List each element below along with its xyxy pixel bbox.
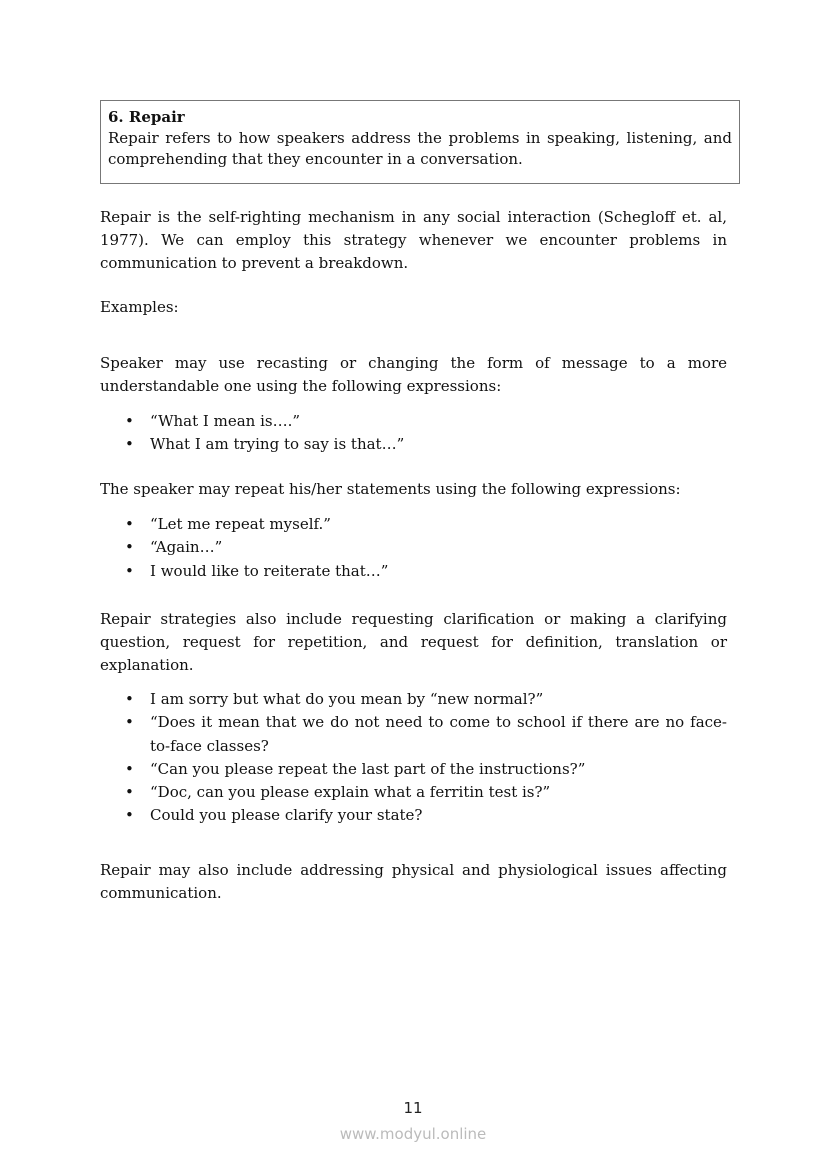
watermark: www.modyul.online (339, 1125, 487, 1143)
list-item: • “Can you please repeat the last part of the instructions?” (100, 758, 727, 781)
clarification-list (100, 688, 727, 828)
list-item: • “Does it mean that we do not need to come to school if there are no face-to-face classes? (100, 711, 727, 758)
list-item: • “Doc, can you please explain what a ferritin test is?” (100, 781, 727, 804)
list-item: • I am sorry but what do you mean by “new normal?” (100, 688, 727, 711)
examples-label: Examples: (100, 298, 179, 316)
paragraph-clarification: Repair strategies also include requesting clarification or making a clarifying question, request for repetition, and request for definition, translation or explanation. (100, 610, 727, 674)
list-item: • “What I mean is….” (100, 410, 727, 433)
definition-box (100, 100, 740, 184)
recasting-list (100, 410, 727, 457)
list-item: • Could you please clarify your state? (100, 804, 727, 827)
section-title: 6. Repair (108, 108, 185, 126)
list-item: • What I am trying to say is that…” (100, 433, 727, 456)
paragraph-intro: Repair is the self-righting mechanism in any social interaction (Schegloff et. al, 1977). We can employ this strategy whenever we encounter problems in communication to prevent a breakdown. (100, 208, 727, 272)
list-item: • I would like to reiterate that…” (100, 560, 727, 583)
list-item: • “Let me repeat myself.” (100, 513, 727, 536)
paragraph-physical: Repair may also include addressing physical and physiological issues affecting communication. (100, 861, 727, 902)
repeat-list (100, 513, 727, 583)
paragraph-repeat: The speaker may repeat his/her statements using the following expressions: (100, 480, 681, 498)
list-item: • “Again…” (100, 536, 727, 559)
definition-text: Repair refers to how speakers address the problems in speaking, listening, and comprehending that they encounter in a conversation. (108, 129, 732, 168)
page-number: 11 (403, 1099, 423, 1117)
paragraph-recasting: Speaker may use recasting or changing the form of message to a more understandable one using the following expressions: (100, 354, 727, 395)
